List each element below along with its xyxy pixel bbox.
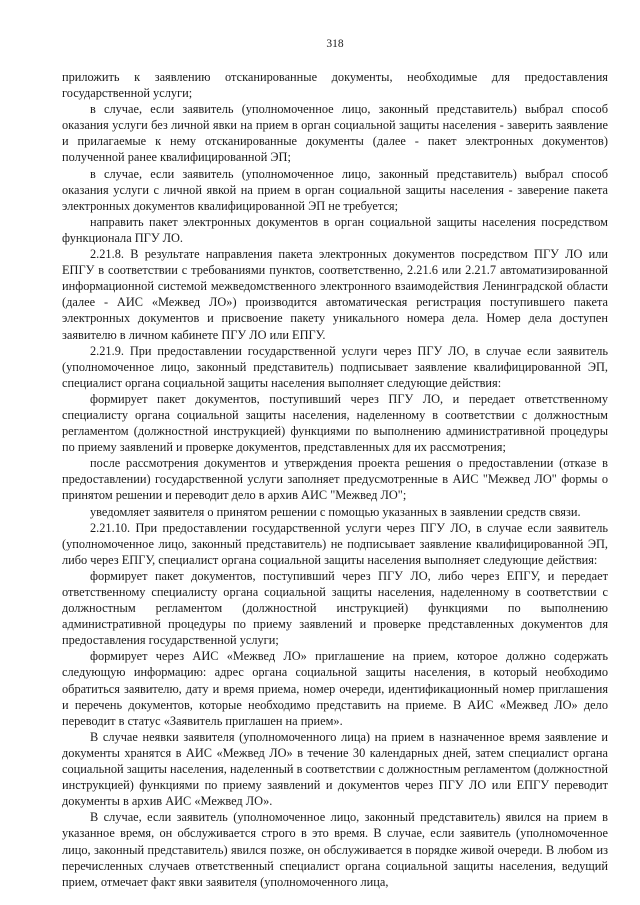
paragraph: формирует через АИС «Межвед ЛО» приглашение на прием, которое должно содержать следующую информацию: адрес органа социальной защиты населения, в который необходимо обратиться заявителю, дату и время приема, номер очереди, идентификационный номер приглашения и перечень документов, которые необходимо представить на приеме. В АИС «Межвед ЛО» дело переводит в статус «Заявитель приглашен на прием». xyxy=(62,649,608,728)
paragraph: 2.21.8. В результате направления пакета электронных документов посредством ПГУ ЛО или ЕПГУ в соответствии с требованиями пунктов, соответственно, 2.21.6 или 2.21.7 автоматизированной информационной системой межведомственного электронного взаимодействия Ленинградской области (далее - АИС «Межвед ЛО») производится автоматическая регистрация поступившего пакета электронных документов и присвоение пакету уникального номера дела. Номер дела доступен заявителю в личном кабинете ПГУ ЛО или ЕПГУ. xyxy=(62,247,608,342)
paragraph: 2.21.10. При предоставлении государственной услуги через ПГУ ЛО, в случае если заявитель (уполномоченное лицо, законный представитель) не подписывает заявление квалифицированной ЭП, либо через ЕПГУ, специалист органа социальной защиты населения выполняет следующие действия: xyxy=(62,520,608,567)
paragraph: В случае, если заявитель (уполномоченное лицо, законный представитель) явился на прием в указанное время, он обслуживается строго в это время. В случае, если заявитель (уполномоченное лицо, законный представитель) явился позже, он обслуживается в порядке живой очереди. В любом из перечисленных случаев ответственный специалист органа социальной защиты населения, ведущий прием, отмечает факт явки заявителя (уполномоченного лица, xyxy=(62,810,608,889)
body-text xyxy=(62,69,608,890)
paragraph: в случае, если заявитель (уполномоченное лицо, законный представитель) выбрал способ оказания услуги с личной явкой на прием в орган социальной защиты населения - заверение пакета электронных документов квалифицированной ЭП не требуется; xyxy=(62,166,608,213)
paragraph: приложить к заявлению отсканированные документы, необходимые для предоставления государственной услуги; xyxy=(62,70,608,101)
page-number: 318 xyxy=(326,38,344,50)
paragraph: уведомляет заявителя о принятом решении с помощью указанных в заявлении средств связи. xyxy=(90,504,581,519)
paragraph: В случае неявки заявителя (уполномоченного лица) на прием в назначенное время заявление и документы хранятся в АИС «Межвед ЛО» в течение 30 календарных дней, затем специалист органа социальной защиты населения, наделенный в соответствии с должностным регламентом (должностной инструкцией) функциями по приему заявлений и документов через ПГУ ЛО или ЕПГУ переводит документы в архив АИС «Межвед ЛО». xyxy=(62,729,608,809)
paragraph: 2.21.9. При предоставлении государственной услуги через ПГУ ЛО, в случае если заявитель (уполномоченное лицо, законный представитель) подписывает заявление квалифицированной ЭП, специалист органа социальной защиты населения выполняет следующие действия: xyxy=(62,343,608,390)
paragraph: формирует пакет документов, поступивший через ПГУ ЛО, и передает ответственному специалисту органа социальной защиты населения, наделенному в соответствии с должностным регламентом (должностной инструкцией) функциями по выполнению административной процедуры по приему заявлений и проверке документов, представленных для их рассмотрения; xyxy=(62,391,608,455)
paragraph: после рассмотрения документов и утверждения проекта решения о предоставлении (отказе в предоставлении) государственной услуги заполняет предусмотренные в АИС "Межвед ЛО" формы о принятом решении и переводит дело в архив АИС "Межвед ЛО"; xyxy=(62,456,608,503)
paragraph: направить пакет электронных документов в орган социальной защиты населения посредством функционала ПГУ ЛО. xyxy=(62,214,608,245)
paragraph: в случае, если заявитель (уполномоченное лицо, законный представитель) выбрал способ оказания услуги без личной явки на прием в орган социальной защиты населения - заверить заявление и прилагаемые к нему отсканированные документы (далее - пакет электронных документов) полученной ранее квалифицированной ЭП; xyxy=(62,102,608,165)
paragraph: формирует пакет документов, поступивший через ПГУ ЛО, либо через ЕПГУ, и передает ответственному специалисту органа социальной защиты населения, наделенному в соответствии с должностным регламентом (должностной инструкцией) функциями по выполнению административной процедуры по приему заявлений и проверке представленных документов для предоставления государственной услуги; xyxy=(62,568,608,648)
